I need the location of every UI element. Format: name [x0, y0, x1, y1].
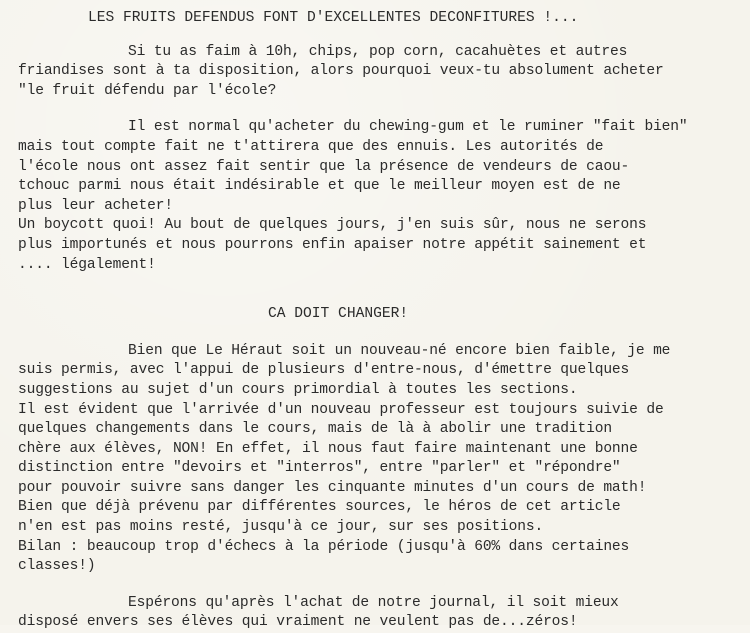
text-line: classes!) — [18, 558, 96, 575]
text-line: suis permis, avec l'appui de plusieurs d'entre-nous, d'émettre quelques — [18, 362, 630, 379]
article-1-paragraph-1 — [18, 43, 730, 102]
article-2-paragraph-2 — [18, 594, 730, 633]
text-line: mais tout compte fait ne t'attirera que des ennuis. Les autorités de — [18, 138, 604, 155]
text-line: pour pouvoir suivre sans danger les cinquante minutes d'un cours de math! — [18, 479, 647, 496]
text-line: plus importunés et nous pourrons enfin apaiser notre appétit sainement et — [18, 236, 647, 253]
text-line: suggestions au sujet d'un cours primordial à toutes les sections. — [18, 381, 578, 398]
article-2-paragraph-1 — [18, 342, 730, 577]
text-line: Il est évident que l'arrivée d'un nouveau professeur est toujours suivie de — [18, 401, 664, 418]
article-1-paragraph-2 — [18, 118, 730, 275]
text-line: Espérons qu'après l'achat de notre journal, il soit mieux — [128, 594, 619, 611]
article-1-title: LES FRUITS DEFENDUS FONT D'EXCELLENTES DECONFITURES !... — [88, 10, 579, 26]
text-line: quelques changements dans le cours, mais de là à abolir une tradition — [18, 421, 612, 438]
text-line: distinction entre "devoirs et "interros", entre "parler" et "répondre" — [18, 460, 621, 477]
text-line: Si tu as faim à 10h, chips, pop corn, cacahuètes et autres — [128, 43, 628, 60]
text-line: tchouc parmi nous était indésirable et que le meilleur moyen est de ne — [18, 178, 621, 195]
text-line: l'école nous ont assez fait sentir que la présence de vendeurs de caou- — [18, 158, 630, 175]
article-2-title: CA DOIT CHANGER! — [268, 306, 409, 323]
text-line: Bilan : beaucoup trop d'échecs à la période (jusqu'à 60% dans certaines — [18, 538, 630, 555]
text-line: Bien que déjà prévenu par différentes sources, le héros de cet article — [18, 499, 621, 516]
text-line: Un boycott quoi! Au bout de quelques jours, j'en suis sûr, nous ne serons — [18, 217, 647, 234]
text-line: plus leur acheter! — [18, 197, 173, 214]
text-line: chère aux élèves, NON! En effet, il nous faut faire maintenant une bonne — [18, 440, 638, 457]
text-line: disposé envers ses élèves qui vraiment ne veulent pas de...zéros! — [18, 614, 578, 631]
text-line: friandises sont à ta disposition, alors pourquoi veux-tu absolument acheter — [18, 63, 664, 80]
text-line: Il est normal qu'acheter du chewing-gum et le ruminer "fait bien" — [128, 119, 688, 136]
text-line: Bien que Le Héraut soit un nouveau-né encore bien faible, je me — [128, 342, 671, 359]
text-line: .... légalement! — [18, 256, 156, 273]
text-line: n'en est pas moins resté, jusqu'à ce jour, sur ses positions. — [18, 519, 544, 536]
text-line: "le fruit défendu par l'école? — [18, 82, 277, 99]
